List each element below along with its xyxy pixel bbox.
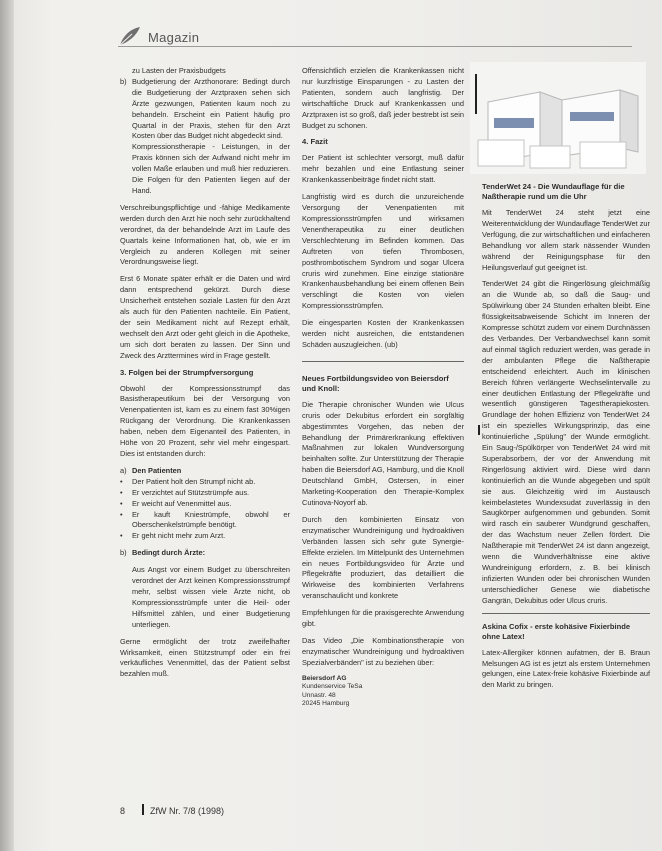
paragraph: Die Therapie chronischer Wunden wie Ulcus cruris oder Dekubitus erfordert ein sorgfältig abgestimmtes Vorgehen, das neben der Behandlung der Primärerkrankung effektiven Maßnahmen zur lokalen Wundversorgung beinhalten sollte. Zur Unterstützung der Therapie haben die Beiersdorf AG, Hamburg, und die Knoll Deutschland GmbH, Ostersen, in einer Marketing-Kooperation den Therapie-Komplex Cutinova-Noyorf ab. bbox=[302, 399, 464, 507]
list-doctors bbox=[120, 548, 290, 559]
paragraph: Die eingesparten Kosten der Krankenkassen werden nicht ausreichen, die entstandenen Schäden auszugleichen. (ub) bbox=[302, 318, 464, 349]
page-number: 8 bbox=[120, 806, 126, 816]
article-heading: Askina Cofix - erste kohäsive Fixierbinde ohne Latex! bbox=[482, 621, 631, 641]
article-heading: TenderWet 24 - Die Wundauflage für die Naßtherapie rund um die Uhr bbox=[482, 182, 625, 201]
paragraph: Verschreibungspflichtige und -fähige Medikamente werden durch den Arzt hie noch sehr zurückhaltend verordnet, da der behandelnde Arzt im Laufe des Quartals keine Informationen hat, ob, wie er im Vergleich zu anderen Kollegen mit seiner Verordnungsweise liegt. bbox=[120, 202, 290, 267]
paragraph: Offensichtlich erzielen die Krankenkassen nicht nur kurzfristige Einsparungen - zu Lasten der Patienten, sondern auch langfristig. Der wirtschaftliche Druck auf Krankenkassen und Arztpraxen ist so groß, daß jeder bestrebt ist sein Budget zu schonen. bbox=[302, 66, 464, 130]
paragraph: Mit TenderWet 24 steht jetzt eine Weiterentwicklung der Wundauflage TenderWet zur Verfügung, die zur wirtschaftlichen und einfacheren Behandlung vor allem stark nässender Wunden während der Reinigungsphase für den Heilungsverlauf gut geeignet ist. bbox=[482, 208, 650, 272]
address-line: Unnastr. 48 bbox=[302, 691, 336, 699]
list-subheading: Bedingt durch Ärzte: bbox=[132, 548, 206, 558]
list-item bbox=[120, 77, 290, 142]
list-marker: • bbox=[120, 509, 123, 519]
list-item bbox=[120, 488, 290, 499]
paragraph: Das Video „Die Kombinationstherapie von enzymatischer Wundreinigung und hydroaktiven Spezialverbänden" ist zu beziehen über: bbox=[302, 635, 464, 667]
list-marker bbox=[120, 66, 132, 77]
list-subheading: Den Patienten bbox=[132, 465, 182, 475]
page-binding-shadow bbox=[0, 0, 14, 851]
paragraph: Aus Angst vor einem Budget zu überschreiten verordnet der Arzt keinen Kompressionsstrumpf mehr, selbst wissen viele Ärzte nicht, ob Kompressionsstrümpfe unter die Heil- oder Hilfsmittel zählen, und einer Budgetierung unterliegen. bbox=[132, 565, 290, 629]
list-patients bbox=[120, 466, 290, 542]
paragraph: Gerne ermöglicht der trotz zweifelhafter Wirksamkeit, einen Stützstrumpf oder ein frei verkäufliches Venenmittel, das der Patient selbst bezahlen muß. bbox=[120, 636, 290, 679]
list-item bbox=[120, 531, 290, 542]
paragraph: Empfehlungen für die praxisgerechte Anwendung gibt. bbox=[302, 608, 464, 629]
list-item bbox=[120, 142, 290, 197]
column-right bbox=[482, 182, 650, 697]
margin-mark bbox=[478, 425, 480, 435]
list-item-text: Budgetierung der Arzthonorare: Bedingt durch die Budgetierung der Arztpraxen sehen sich Ärzte gezwungen, Patienten kaum noch zu behandeln. Erscheint ein Patient häufig pro Quartal in der Praxis, stehen für den Arzt Kosten über das Budget nicht abgedeckt sind. bbox=[132, 76, 290, 141]
footer-bar bbox=[142, 804, 144, 815]
list-marker bbox=[120, 142, 132, 197]
list-item-text: Er verzichtet auf Stützstrümpfe aus. bbox=[132, 487, 250, 497]
list-item-text: Kompressionstherapie - Leistungen, in der Praxis können sich der Aufwand nicht mehr im vollen Maße erlauben und muß hier reduzieren. Die Folgen für den Patienten liegen auf der Hand. bbox=[132, 142, 290, 195]
paragraph: Der Patient ist schlechter versorgt, muß dafür mehr bezahlen und eine Entlastung seiner Krankenkassenbeiträge findet nicht statt. bbox=[302, 153, 464, 185]
paragraph: Latex-Allergiker können aufatmen, der B. Braun Melsungen AG ist es jetzt als erstem Unternehmen gelungen, eine Latex-freie kohäsive Fixierbinde auf den Markt zu bringen. bbox=[482, 647, 650, 690]
address-block bbox=[302, 675, 464, 709]
article-separator bbox=[302, 361, 464, 362]
list-marker: • bbox=[120, 498, 123, 508]
journal-issue: ZfW Nr. 7/8 (1998) bbox=[150, 806, 225, 816]
list-item bbox=[120, 510, 290, 532]
list-marker: a) bbox=[120, 465, 127, 475]
list-item-text: Er weicht auf Venenmittel aus. bbox=[132, 498, 232, 508]
list-marker: b) bbox=[120, 76, 127, 86]
list-item bbox=[120, 477, 290, 488]
column-middle bbox=[302, 66, 464, 708]
list-item bbox=[120, 466, 290, 477]
article-heading: Neues Fortbildungsvideo von Beiersdorf und Knoll: bbox=[302, 373, 449, 393]
paragraph: Erst 6 Monate später erhält er die Daten und wird dann entsprechend gekürzt. Durch diese Unsicherheit entstehen soziale Lasten für den Arzt als auch für den Patienten nachteile. Ein Patient, der sein Medikament nicht auf Rezept erhält, wechselt den Arzt oder geht gleich in die Apotheke, um sich dort beraten zu lassen. Der Sinn und Zweck des Arzttermines wird in Frage gestellt. bbox=[120, 274, 290, 360]
list-item-text: Er kauft Kniestrümpfe, obwohl er Oberschenkelstrümpfe benötigt. bbox=[132, 509, 290, 530]
section-heading: 3. Folgen bei der Strumpfversorgung bbox=[120, 367, 254, 377]
list-marker: • bbox=[120, 487, 123, 497]
list-item bbox=[120, 66, 290, 77]
address-line: Kundenservice TeSa bbox=[302, 683, 363, 691]
paragraph: TenderWet 24 gibt die Ringerlösung gleichmäßig an die Wunde ab, so daß die Saug- und Spülwirkung über 24 Stunden erhalten bleibt. Eine flüssigkeitsabweisende Schicht im Inneren der Kompresse schützt zudem vor einem Durchnässen des Verbandes. Der Verbandwechsel kann somit auf einmal täglich reduziert werden, was gerade in der ambulanten Pflege die Naßtherapie entscheidend erleichtert. Auch im klinischen Bereich führen verlängerte Wechselintervalle zu einer deutlichen Entlastung der Pflegekräfte und wesentlich günstigeren Tagestherapiekosten. Grundlage der hohen Effizienz von TenderWet 24 ist ein spezielles Wirkungsprinzip, das eine kontinuierliche „Spülung" der Wunde ermöglicht. Ein Saug-/Spülkörper von TenderWet 24 wird mit Superabsorbern, der vor der Anwendung mit Ringerlösung aktiviert wird. Diese wird dann kontinuierlich an die Wunde abgegeben und spült sie aus. Gleichzeitig wird im Austausch keimbelastetes Wundexsudat zuverlässig in den Saugkörper aufgenommen und gebunden. Somit wird rasch ein sauberer Wundgrund geschaffen, der das Wachstum neuer Zellen fördert. Die Naßtherapie mit TenderWet 24 ist dann angezeigt, wenn die Wundverhältnisse eine aktive Wundreinigung erfordern, z. B. bei klinisch infizierten Wunden oder bei chronischen Wunden unterschiedlicher Genese wie diabetische Gangrän, Dekubitus oder Ulcus cruris. bbox=[482, 279, 650, 605]
leaf-logo-icon bbox=[117, 24, 143, 48]
margin-mark bbox=[475, 74, 477, 114]
list-item bbox=[120, 548, 290, 559]
paragraph: Durch den kombinierten Einsatz von enzymatischer Wundreinigung und hydroaktiven Verbänden lassen sich sehr gute Synergie-Effekte erzielen. Im Mittelpunkt des Unternehmen ein neues Fortbildungsvideo für Ärzte und Pflegekräfte produziert, das detailliert die Wirkweise des kombinierten Verfahrens veranschaulicht und konkrete bbox=[302, 514, 464, 601]
list-marker: • bbox=[120, 476, 123, 486]
address-line: Beiersdorf AG bbox=[302, 674, 347, 682]
list-budget bbox=[120, 66, 290, 197]
list-marker: b) bbox=[120, 548, 127, 558]
paragraph: Langfristig wird es durch die unzureichende Versorgung der Venenpatienten mit Kompressionsstrümpfen und wirksamen Venentherapeutika zu einer deutlichen Verschlechterung im Befinden kommen. Das Auftreten von tiefen Thrombosen, posthrombotischem Syndrom und sogar Ulcera cruris wird zunehmen. Eine einzige stationäre Krankenhausbehandlung bei einem offenen Bein verschlingt die Kosten von vielen Kompressionsstrümpfen. bbox=[302, 192, 464, 311]
list-item bbox=[120, 499, 290, 510]
section-title: Magazin bbox=[148, 30, 200, 45]
list-item-text: Er geht nicht mehr zum Arzt. bbox=[132, 531, 226, 541]
list-item-text: Der Patient holt den Strumpf nicht ab. bbox=[132, 476, 256, 486]
list-item-text: zu Lasten der Praxisbudgets bbox=[132, 66, 226, 75]
product-photo bbox=[470, 62, 646, 174]
address-line: 20245 Hamburg bbox=[302, 699, 350, 707]
paragraph: Obwohl der Kompressionsstrumpf das Basistherapeutikum bei der Versorgung von Venenpatienten ist, kam es zu einem fast 30%igen Rückgang der Verordnung. Die Krankenkassen haben, neben dem Eigenanteil des Patienten, in Höhe von 20 Prozent, sehr viel mehr eingespart. Dies ist entstanden durch: bbox=[120, 383, 290, 458]
section-heading: 4. Fazit bbox=[302, 137, 328, 147]
column-left bbox=[120, 66, 290, 686]
header-rule bbox=[118, 46, 632, 47]
list-marker: • bbox=[120, 531, 123, 541]
article-separator bbox=[482, 613, 650, 614]
